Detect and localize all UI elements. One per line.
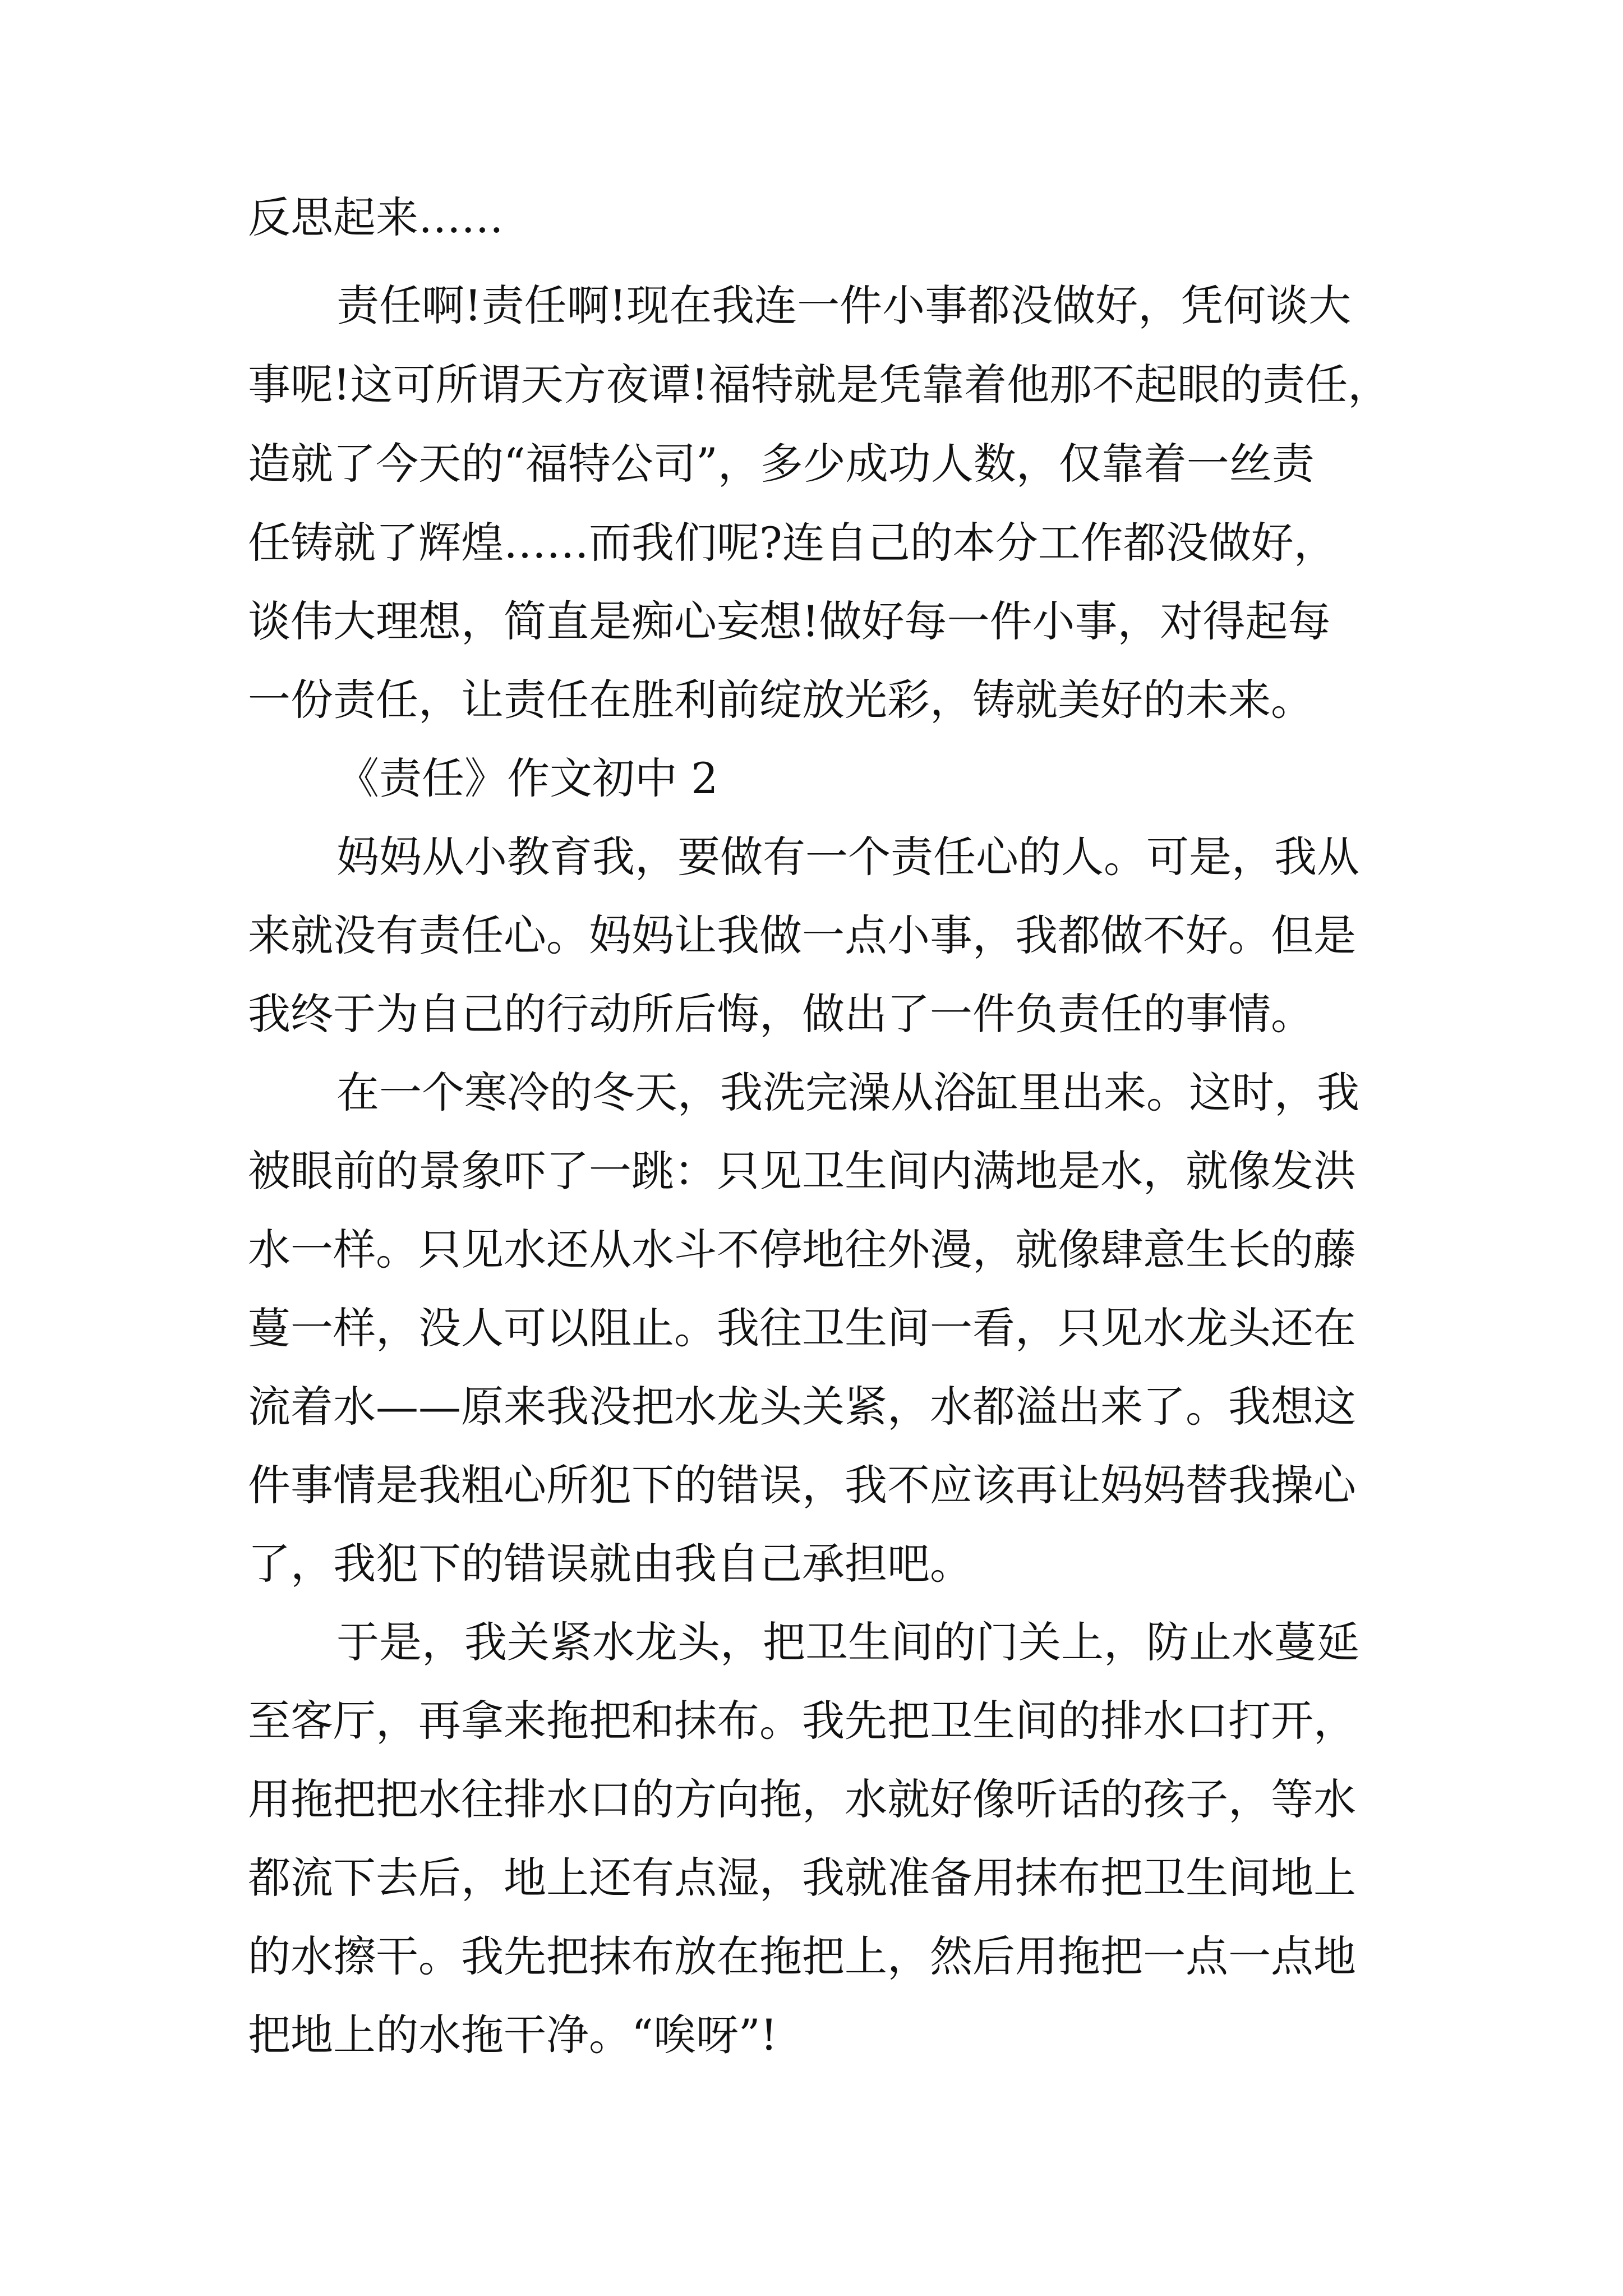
text-line-17: 件事情是我粗心所犯下的错误，我不应该再让妈妈替我操心 [248,1460,1356,1510]
text-line-7: 一份责任，让责任在胜利前绽放光彩，铸就美好的未来。 [248,675,1313,725]
text-line-13: 被眼前的景象吓了一跳：只见卫生间内满地是水，就像发洪 [248,1146,1356,1196]
text-line-4: 造就了今天的“福特公司”，多少成功人数，仅靠着一丝责 [248,439,1315,489]
text-line-16: 流着水——原来我没把水龙头关紧，水都溢出来了。我想这 [248,1382,1356,1432]
section-heading: 《责任》作文初中 2 [336,753,718,803]
text-line-10: 来就没有责任心。妈妈让我做一点小事，我都做不好。但是 [248,910,1356,960]
text-line-3: 事呢!这可所谓天方夜谭!福特就是凭靠着他那不起眼的责任， [248,360,1391,409]
text-line-2: 责任啊!责任啊!现在我连一件小事都没做好，凭何谈大 [336,280,1352,330]
text-line-6: 谈伟大理想，简直是痴心妄想!做好每一件小事，对得起每 [248,596,1331,646]
text-line-18: 了，我犯下的错误就由我自己承担吧。 [248,1539,972,1589]
text-line-23: 的水擦干。我先把抹布放在拖把上，然后用拖把一点一点地 [248,1931,1356,1981]
text-line-9: 妈妈从小教育我，要做有一个责任心的人。可是，我从 [336,832,1359,882]
text-line-1: 反思起来…… [248,192,504,242]
text-line-19: 于是，我关紧水龙头，把卫生间的门关上，防止水蔓延 [336,1617,1359,1667]
text-line-22: 都流下去后，地上还有点湿，我就准备用抹布把卫生间地上 [248,1853,1356,1903]
text-line-14: 水一样。只见水还从水斗不停地往外漫，就像肆意生长的藤 [248,1225,1356,1274]
text-line-20: 至客厅，再拿来拖把和抹布。我先把卫生间的排水口打开， [248,1696,1356,1746]
text-line-21: 用拖把把水往排水口的方向拖，水就好像听话的孩子，等水 [248,1774,1356,1824]
text-line-11: 我终于为自己的行动所后悔，做出了一件负责任的事情。 [248,989,1313,1039]
text-line-12: 在一个寒冷的冬天，我洗完澡从浴缸里出来。这时，我 [336,1068,1359,1117]
text-line-24: 把地上的水拖干净。“唉呀”! [248,2010,778,2060]
text-line-15: 蔓一样，没人可以阻止。我往卫生间一看，只见水龙头还在 [248,1303,1356,1353]
text-line-5: 任铸就了辉煌……而我们呢?连自己的本分工作都没做好， [248,518,1336,568]
